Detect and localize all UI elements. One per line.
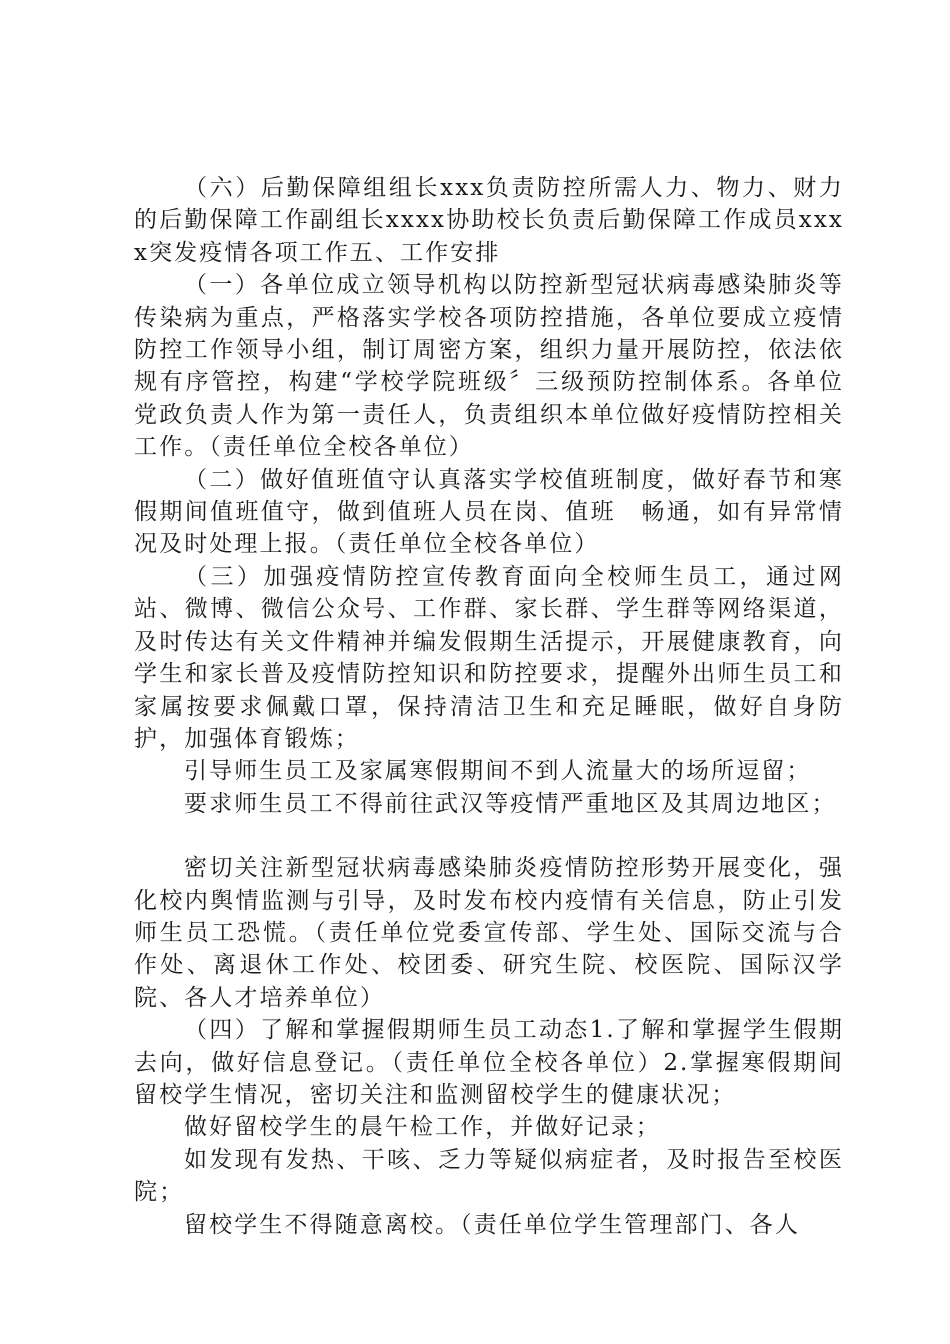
paragraph-travel-ban: 要求师生员工不得前往武汉等疫情严重地区及其周边地区； [184, 790, 837, 817]
paragraph-leadership: （一）各单位成立领导机构以防控新型冠状病毒感染肺炎等传染病为重点，严格落实学校各项防控措施，各单位要成立疫情防控工作领导小组，制订周密方案，组织力量开展防控，依法依规有序管控，构建“学校学院班级〞三级预防控制体系。各单位党政负责人作为第一责任人，负责组织本单位做好疫情防控相关工作。（责任单位全校各单位） [134, 272, 844, 461]
paragraph-report-symptoms: 如发现有发热、干咳、乏力等疑似病症者，及时报告至校医院； [134, 1146, 844, 1206]
document-body [134, 172, 844, 1241]
paragraph-guide-crowds: 引导师生员工及家属寒假期间不到人流量大的场所逗留； [184, 758, 812, 785]
paragraph-duty: （二）做好值班值守认真落实学校值班制度，做好春节和寒假期间值班值守，做到值班人员在岗、值班 畅通，如有异常情况及时处理上报。（责任单位全校各单位） [134, 466, 844, 558]
paragraph-publicity: （三）加强疫情防控宣传教育面向全校师生员工，通过网站、微博、微信公众号、工作群、家长群、学生群等网络渠道，及时传达有关文件精神并编发假期生活提示，开展健康教育，向学生和家长普及疫情防控知识和防控要求，提醒外出师生员工和家属按要求佩戴口罩，保持清洁卫生和充足睡眠，做好自身防护，加强体育锻炼； [134, 563, 844, 752]
paragraph-monitoring: 密切关注新型冠状病毒感染肺炎疫情防控形势开展变化，强化校内舆情监测与引导，及时发布校内疫情有关信息，防止引发师生员工恐慌。（责任单位党委宣传部、学生处、国际交流与合作处、离退休工作处、校团委、研究生院、校医院、国际汉学院、各人才培养单位） [134, 855, 844, 1011]
paragraph-dynamics: （四）了解和掌握假期师生员工动态1.了解和掌握学生假期去向，做好信息登记。（责任单位全校各单位）2.掌握寒假期间留校学生情况，密切关注和监测留校学生的健康状况； [134, 1017, 844, 1108]
paragraph-logistics-group: （六）后勤保障组组长xxx负责防控所需人力、物力、财力的后勤保障工作副组长xxxx协助校长负责后勤保障工作成员xxxx突发疫情各项工作五、工作安排 [134, 175, 844, 266]
paragraph-morning-check: 做好留校学生的晨午检工作，并做好记录； [184, 1114, 661, 1141]
paragraph-stay-campus: 留校学生不得随意离校。（责任单位学生管理部门、各人 [184, 1211, 800, 1238]
